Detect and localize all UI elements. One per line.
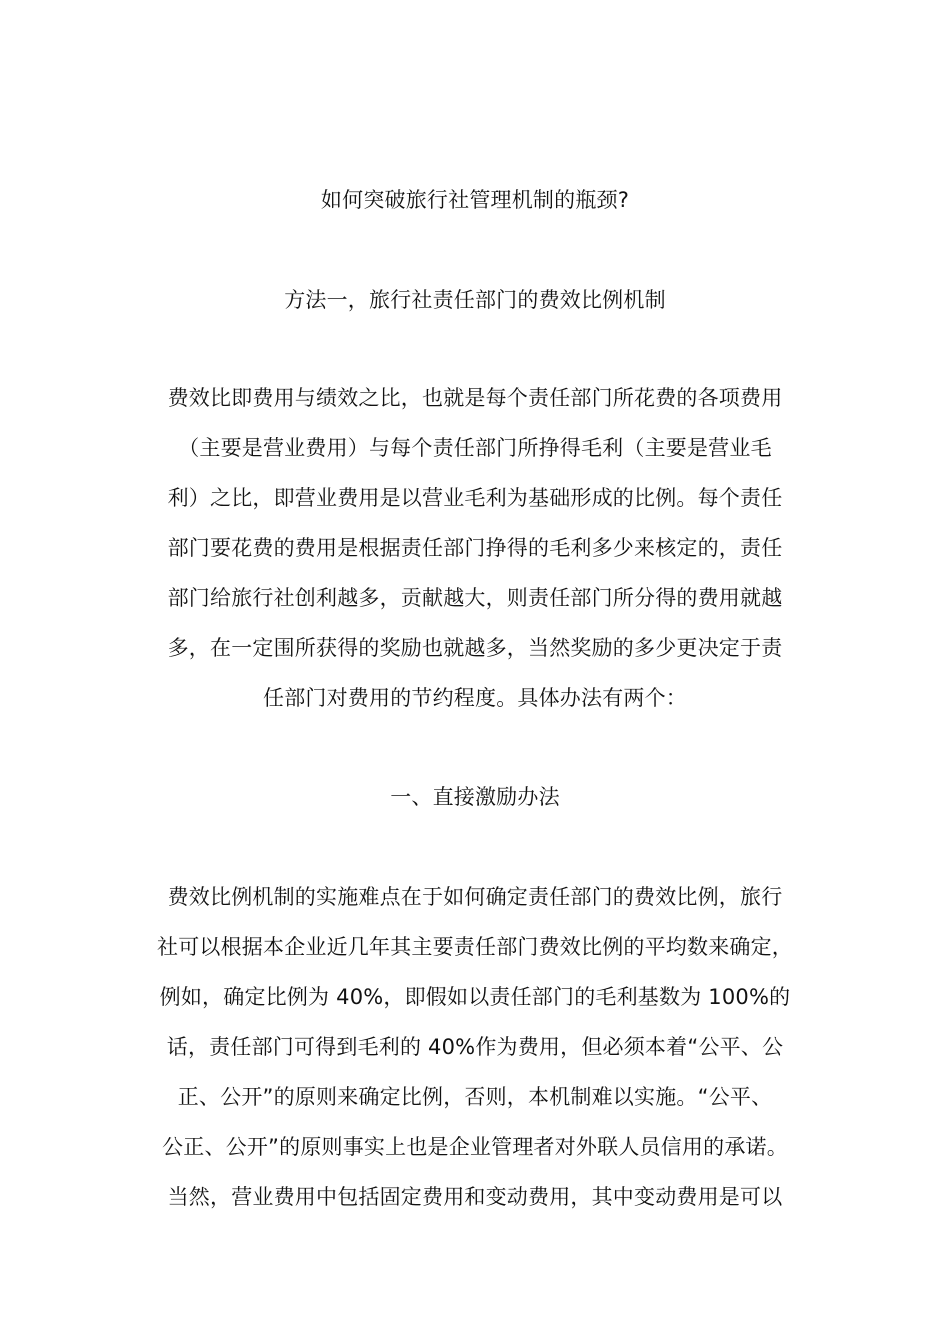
paragraph-2-line: 当然，营业费用中包括固定费用和变动费用，其中变动费用是可以 bbox=[167, 1185, 783, 1209]
sub-heading: 一、直接激励办法 bbox=[390, 785, 560, 809]
paragraph-2-line: 公正、公开”的原则事实上也是企业管理者对外联人员信用的承诺。 bbox=[162, 1135, 788, 1159]
document-title: 如何突破旅行社管理机制的瓶颈? bbox=[320, 188, 630, 212]
paragraph-1-line: 多，在一定围所获得的奖励也就越多，当然奖励的多少更决定于责 bbox=[167, 636, 783, 660]
paragraph-1-line: （主要是营业费用）与每个责任部门所挣得毛利（主要是营业毛 bbox=[178, 436, 772, 460]
paragraph-1-line: 部门给旅行社创利越多，贡献越大，则责任部门所分得的费用就越 bbox=[167, 586, 783, 610]
paragraph-1-line: 部门要花费的费用是根据责任部门挣得的毛利多少来核定的，责任 bbox=[167, 536, 783, 560]
paragraph-2-line: 例如，确定比例为 40%，即假如以责任部门的毛利基数为 100%的 bbox=[159, 985, 791, 1009]
paragraph-2-line: 社可以根据本企业近几年其主要责任部门费效比例的平均数来确定， bbox=[157, 935, 793, 959]
paragraph-1-line: 利）之比，即营业费用是以营业毛利为基础形成的比例。每个责任 bbox=[167, 486, 783, 510]
paragraph-2-line: 话，责任部门可得到毛利的 40%作为费用，但必须本着“公平、公 bbox=[166, 1035, 784, 1059]
paragraph-2-line: 费效比例机制的实施难点在于如何确定责任部门的费效比例，旅行 bbox=[167, 885, 783, 909]
paragraph-2-line: 正、公开”的原则来确定比例，否则，本机制难以实施。“公平、 bbox=[177, 1085, 773, 1109]
paragraph-1-line: 费效比即费用与绩效之比，也就是每个责任部门所花费的各项费用 bbox=[167, 386, 783, 410]
paragraph-1-line: 任部门对费用的节约程度。具体办法有两个： bbox=[263, 686, 687, 710]
section-heading: 方法一，旅行社责任部门的费效比例机制 bbox=[284, 288, 666, 312]
